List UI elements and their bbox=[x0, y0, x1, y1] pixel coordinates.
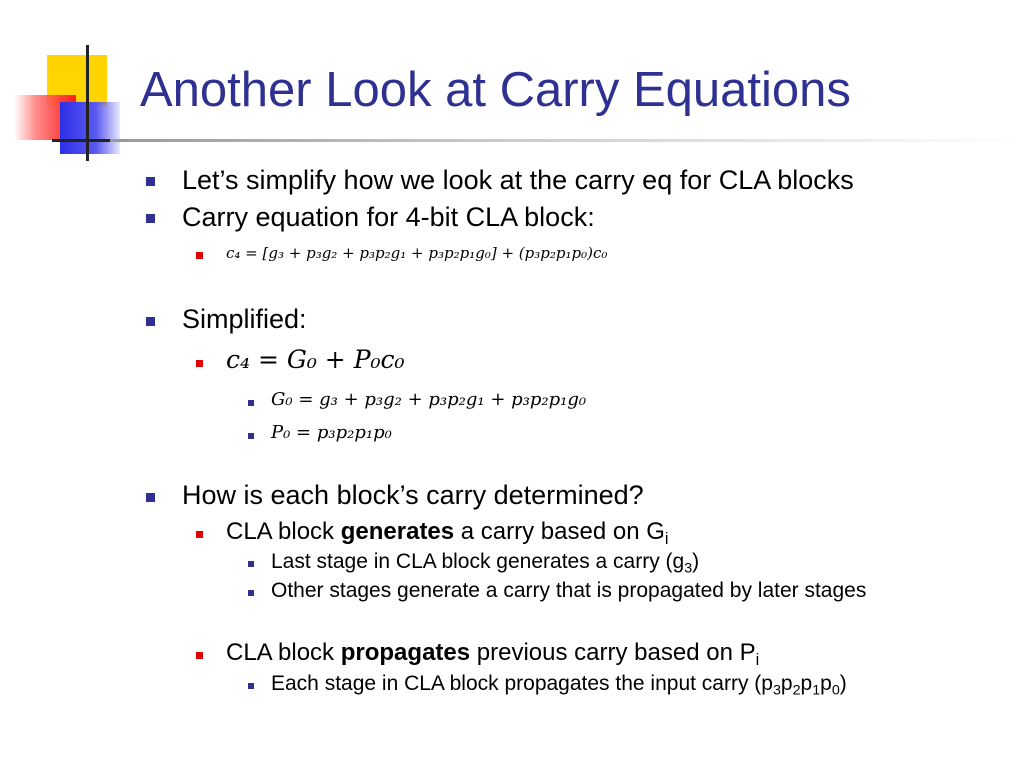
bullet-last-stage: Last stage in CLA block generates a carry $(g_3)$ bbox=[271, 550, 700, 577]
bullet-propagates: CLA block propagates previous carry based on $P_i$ bbox=[226, 639, 760, 669]
bullet-marker bbox=[248, 561, 254, 567]
bullet-marker bbox=[146, 317, 155, 326]
bullet-marker bbox=[248, 400, 254, 406]
corner-logo bbox=[0, 0, 140, 170]
bullet-marker bbox=[248, 433, 254, 439]
bullet-marker bbox=[248, 683, 254, 689]
bullet-marker bbox=[196, 652, 203, 659]
title-underline bbox=[110, 139, 1024, 142]
logo-vertical-line bbox=[86, 45, 89, 161]
equation-c4-full: c₄ = [g₃ + p₃g₂ + p₃p₂g₁ + p₃p₂p₁g₀] + (p₃p₂p₁p₀)c₀ bbox=[226, 244, 608, 262]
bullet-how-determined: How is each block’s carry determined? bbox=[182, 480, 644, 510]
bullet-marker bbox=[146, 493, 155, 502]
bullet-simplify: Let’s simplify how we look at the carry eq for CLA blocks bbox=[182, 165, 854, 195]
equation-c4-simple: c₄ = G₀ + P₀c₀ bbox=[226, 345, 405, 374]
bullet-simplified: Simplified: bbox=[182, 304, 307, 334]
bullet-generates: CLA block generates a carry based on $G_i$ bbox=[226, 518, 669, 548]
bullet-other-stages: Other stages generate a carry that is propagated by later stages bbox=[271, 579, 867, 602]
bullet-marker bbox=[196, 252, 203, 259]
logo-blue-square bbox=[60, 102, 120, 154]
bullet-marker bbox=[196, 360, 203, 367]
bullet-each-stage: Each stage in CLA block propagates the input carry $(p_3p_2p_1p_0)$ bbox=[271, 672, 847, 699]
slide-title: Another Look at Carry Equations bbox=[140, 63, 851, 117]
equation-G0: G₀ = g₃ + p₃g₂ + p₃p₂g₁ + p₃p₂p₁g₀ bbox=[271, 389, 587, 410]
bullet-marker bbox=[146, 214, 155, 223]
bullet-carry-equation: Carry equation for 4-bit CLA block: bbox=[182, 202, 595, 232]
bullet-marker bbox=[248, 590, 254, 596]
bullet-marker bbox=[196, 531, 203, 538]
equation-P0: P₀ = p₃p₂p₁p₀ bbox=[271, 422, 392, 443]
bullet-marker bbox=[146, 177, 155, 186]
